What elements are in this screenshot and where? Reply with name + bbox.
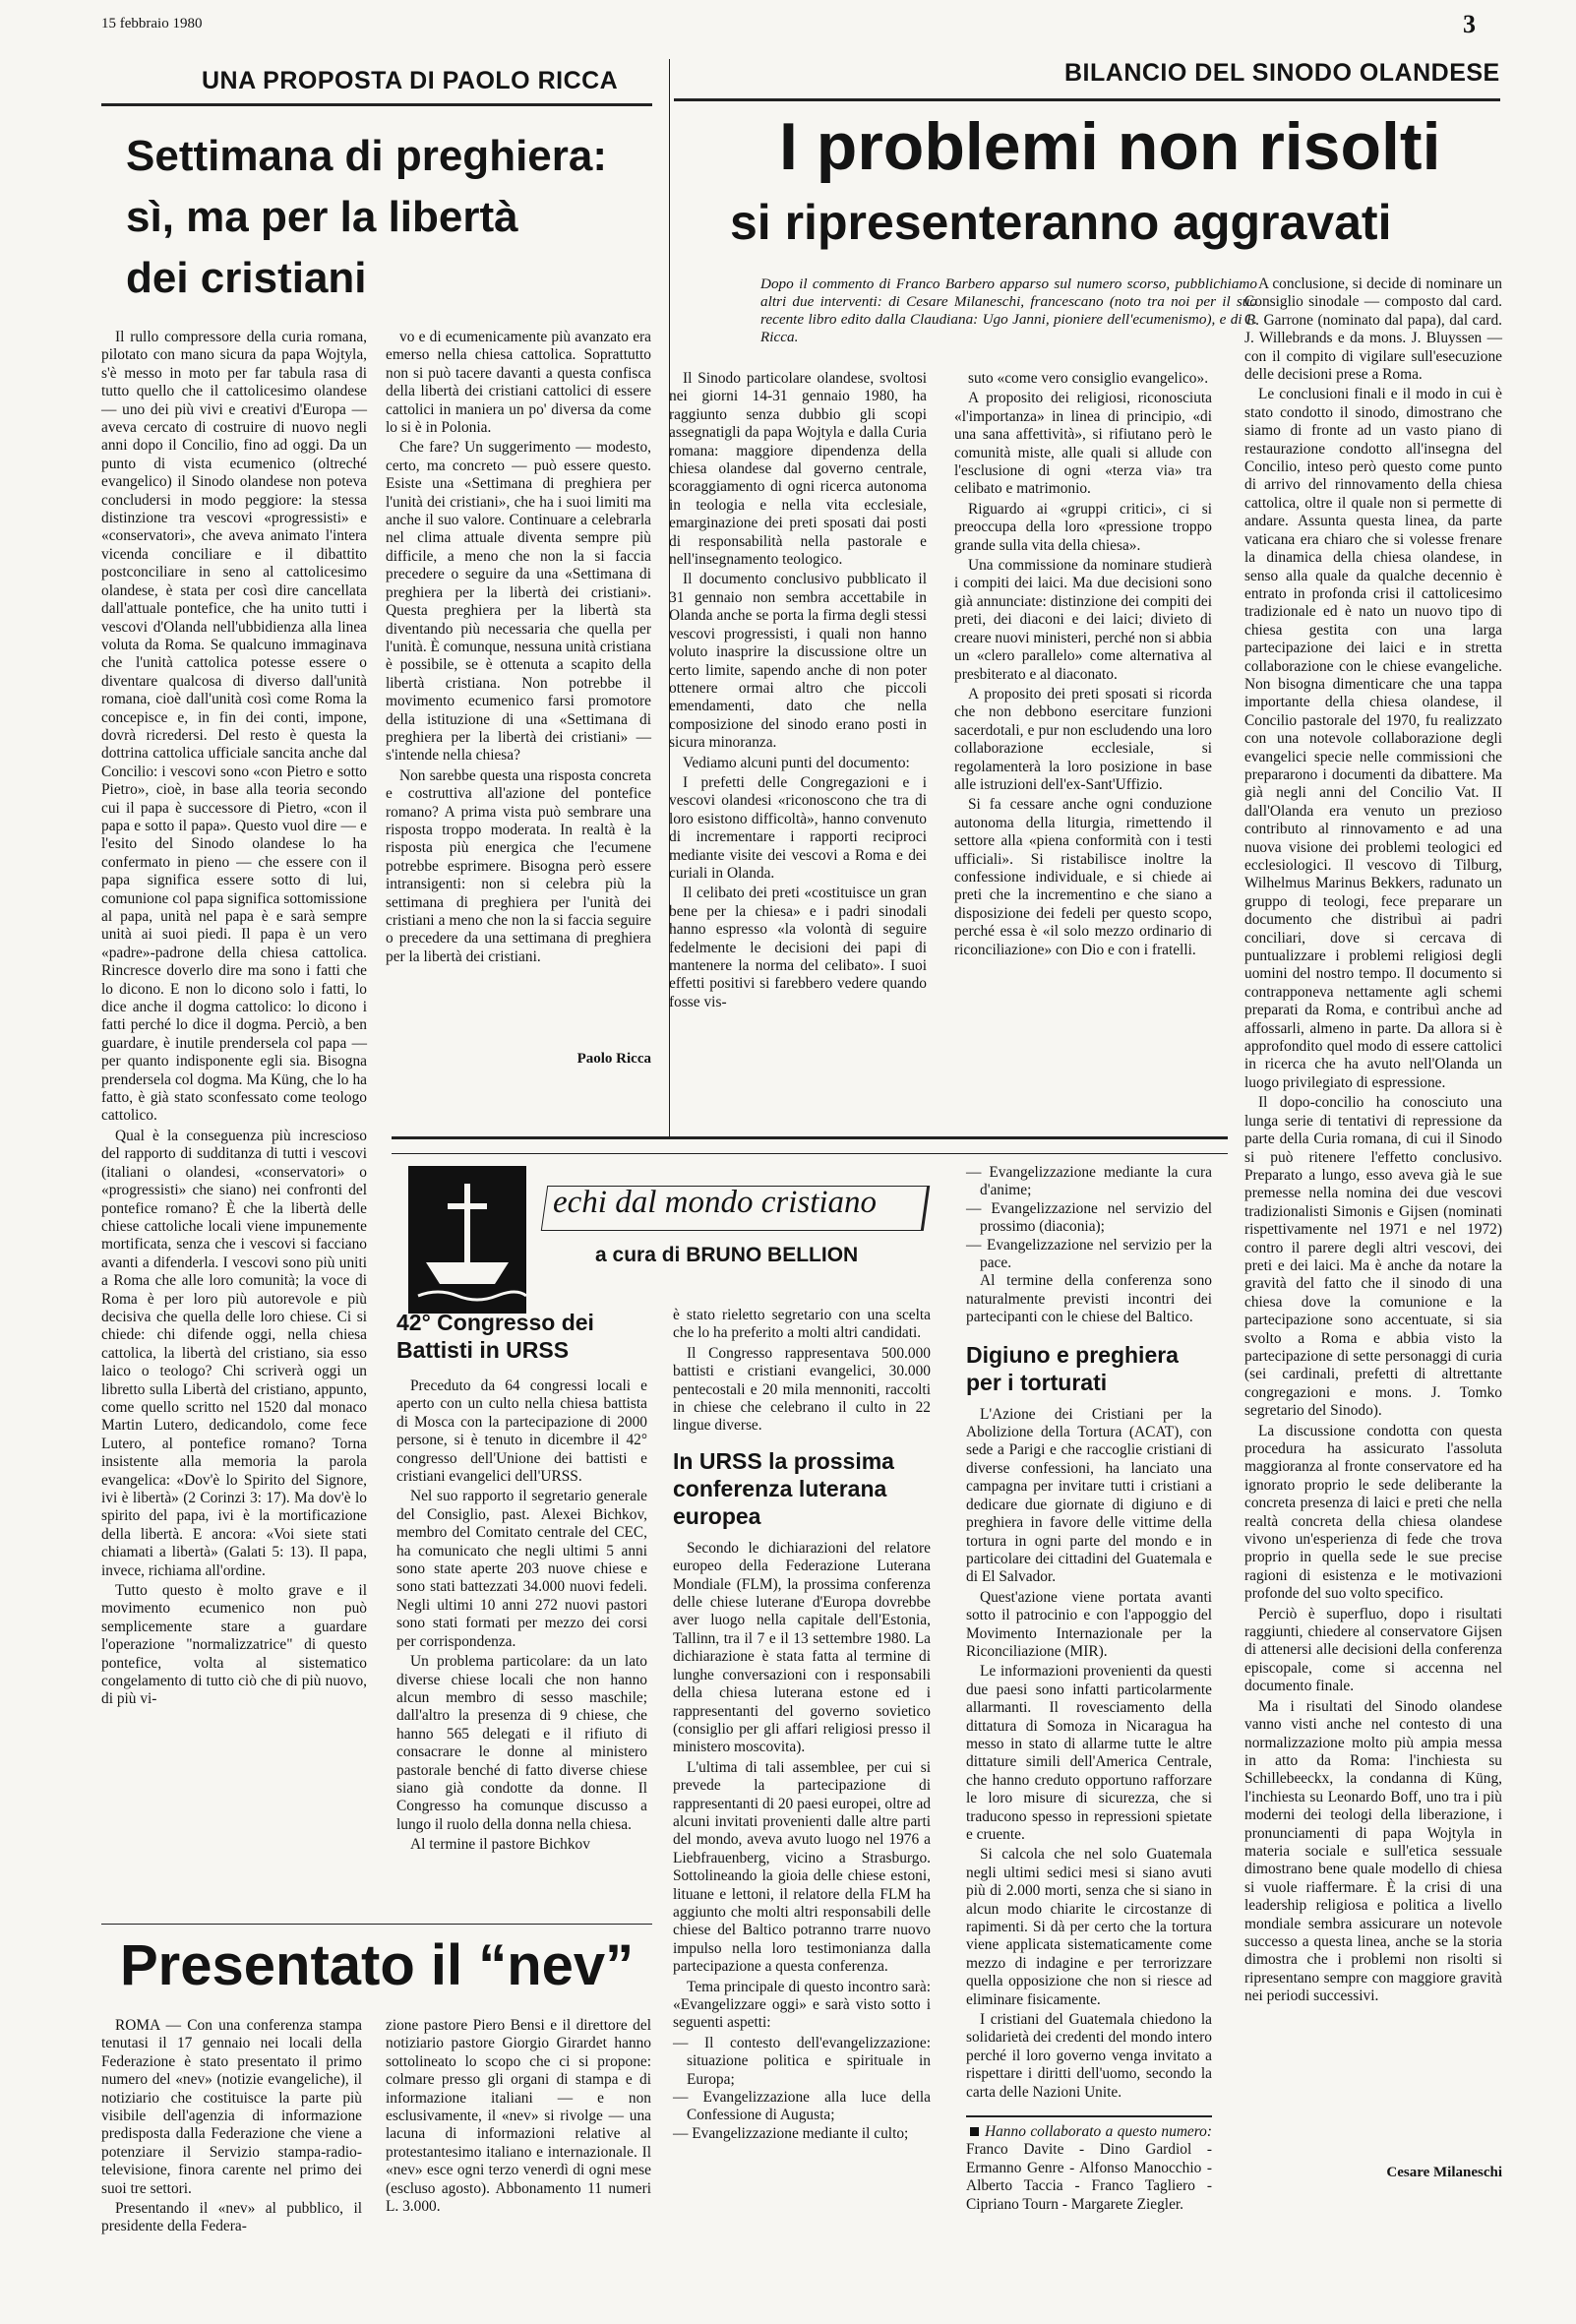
- paragraph: Il dopo-concilio ha conosciuto una lunga serie di tentativi di repressione da parte della Curia romana, di cui il Sinodo si può ritenere l'effetto conclusivo. Preparato a lungo, esso aveva già le sue premesse nella nomina dei due vescovi tradizionalisti Simonis e Gijsen (nominati rispettivamente nel 1971 e nel 1972) contro il parere degli altri vescovi, dei preti e dei laici. Ma è anche da notare la gravità del fatto che il sinodo di una chiesa dove la comunione e la partecipazione sono accentuate, si sia svolto a Roma e abbia visto la partecipazione di sette personaggi di curia (sei cardinali, prefetti di altrettante congregazioni e mons. J. Tomko segretario del Sinodo).: [1244, 1094, 1502, 1420]
- paragraph: zione pastore Piero Bensi e il direttore del notiziario pastore Giorgio Girardet hanno sottolineato lo scopo che ci si propone: colmare presso gli organi di stampa e di informazione italiani — e non esclusivamente, il «nev» si rivolge — una lacuna di informazioni relative al protestantesimo italiano e internazionale. Il «nev» esce ogni terzo venerdì di ogni mese (escluso agosto). Abbonamento 11 numeri L. 3.000.: [386, 2017, 651, 2216]
- paragraph: I prefetti delle Congregazioni e i vescovi olandesi «riconoscono che tra di loro esistono difficoltà», hanno convenuto di incrementare i rapporti reciproci mediante visite dei vescovi a Roma e dei curiali in Olanda.: [669, 773, 927, 882]
- echi-banner-text: echi dal mondo cristiano: [553, 1185, 878, 1220]
- echi-logo: [408, 1166, 526, 1314]
- right-kicker-rule: [674, 98, 1500, 101]
- paragraph: è stato rieletto segretario con una scelta che lo ha preferito a molti altri candidati.: [673, 1307, 931, 1342]
- paragraph: I cristiani del Guatemala chiedono la solidarietà dei credenti del mondo intero perché il loro governo venga invitato a rispettare i diritti dell'uomo, secondo la carta delle Nazioni Unite.: [966, 2011, 1212, 2101]
- paragraph: Il Congresso rappresentava 500.000 battisti e cristiani evangelici, 30.000 pentecostali e 20 mila mennoniti, raccolti in chiese che celebrano il culto in 22 lingue diverse.: [673, 1344, 931, 1435]
- left-column-1: [101, 329, 367, 1708]
- paragraph: Secondo le dichiarazioni del relatore europeo della Federazione Luterana Mondiale (FLM), la prossima conferenza delle chiese luterane d'Europa dovrebbe aver luogo nella capitale dell'Estonia, Tallinn, tra il 7 e il 13 settembre 1980. La dichiarazione è stata fatta al termine di lunghe conversazioni con i responsabili della chiesa luterana estone ed i rappresentanti del governo sovietico (consiglio per gli affari religiosi presso il ministero moscovita).: [673, 1539, 931, 1756]
- paragraph: Il celibato dei preti «costituisce un gran bene per la chiesa» e i padri sinodali hanno espresso «la volontà di seguire fedelmente le decisioni dei papi di mantenere la norma del celibato». I suoi effetti positivi si farebbero vedere quando fosse vis-: [669, 885, 927, 1010]
- paragraph: Non sarebbe questa una risposta concreta e costruttiva all'azione del pontefice romano? A prima vista può sembrare una risposta troppo moderata. In realtà è la risposta più energica che l'ecumene potrebbe esprimere. Bisogna però essere intransigenti: non si celebra più la settimana di preghiera per l'unità dei cristiani a meno che non la si faccia seguire o precedere da una settimana di preghiera per la libertà dei cristiani.: [386, 766, 651, 965]
- right-signature: Cesare Milaneschi: [1386, 2165, 1502, 2180]
- right-column-1: [669, 370, 927, 1157]
- paragraph: Il documento conclusivo pubblicato il 31 gennaio non sembra accettabile in Olanda anche se porta la firma degli stessi vescovi progressisti, i quali non hanno voluto inasprire la discussione oltre un certo limite, sapendo anche di non poter ottenere ormai altro che piccoli emendamenti, dato che nella composizione del sinodo erano posti in sicura minoranza.: [669, 571, 927, 752]
- paragraph: Riguardo ai «gruppi critici», ci si preoccupa della loro «pressione troppo grande sulla vita della chiesa».: [954, 500, 1212, 554]
- paragraph: Al termine della conferenza sono naturalmente previsti incontri dei partecipanti con le chiese del Baltico.: [966, 1272, 1212, 1326]
- battisti-title: 42° Congresso dei Battisti in URSS: [396, 1310, 594, 1363]
- paragraph: Che fare? Un suggerimento — modesto, certo, ma concreto — può essere questo. Esiste una «Settimana di preghiera per l'unità dei cristiani», che ha i suoi limiti ma anche il suo valore. Continuare a celebrarla nel clima attuale diventa sempre più difficile, a meno che non la si faccia precedere o seguire da una «Settimana di preghiera per la libertà dei cristiani». Questa preghiera per la libertà sta diventando più necessaria che quella per l'unità. È comunque, nessuna unità cristiana è possibile, se è ottenuta a scapito della libertà cristiana. Non potrebbe il movimento ecumenico farsi promotore della istituzione di una «Settimana di preghiera per la libertà dei cristiani» — s'intende nella chiesa?: [386, 439, 651, 764]
- torturati-title: Digiuno e preghiera per i torturati: [966, 1341, 1179, 1395]
- luterana-title: In URSS la prossima conferenza luterana europea: [673, 1447, 894, 1529]
- nev-title: Presentato il “nev”: [120, 1933, 635, 1997]
- paragraph: ROMA — Con una conferenza stampa tenutasi il 17 gennaio nei locali della Federazione è stato presentato il primo numero del «nev» (notizie evangeliche), il notiziario che costituisce la parte più visibile dell'agenzia di informazione predisposta dalla Federazione che viene a potenziare il Servizio stampa-radio-televisione, finora carente nel primo dei suoi tre settori.: [101, 2017, 362, 2197]
- list-item: — Evangelizzazione nel servizio del prossimo (diaconia);: [966, 1200, 1212, 1237]
- paragraph: A proposito dei religiosi, riconosciuta «l'importanza» in linea di principio, «di una sana affettività», si rifiutano però le comunità miste, alle quali si allude con l'esclusione di ogni «terza via» tra celibato e matrimonio.: [954, 390, 1212, 498]
- left-column-2: [386, 329, 651, 1042]
- right-column-2: [954, 370, 1212, 1157]
- paragraph: Si calcola che nel solo Guatemala negli ultimi sedici mesi si siano avuti più di 2.000 morti, senza che si siano in alcun modo chiarite le circostanze di rapimenti. Si dà per certo che la tortura viene applicata sistematicamente come mezzo di indagine e per terrorizzare quella opposizione che non si riesce ad eliminare fisicamente.: [966, 1846, 1212, 2008]
- right-kicker: BILANCIO DEL SINODO OLANDESE: [1064, 59, 1500, 87]
- paragraph: Qual è la conseguenza più increscioso del rapporto di sudditanza di tutti i vescovi (italiani o olandesi, «conservatori» o «progressisti» che siano) nei confronti del pontefice romano? È che la libertà delle chiese cattoliche locali viene impunemente mortificata, senza che i vescovi si facciano avanti a difenderla. I vescovi sono più uniti a Roma che alle loro comunità; la voce di Roma è per loro più autorevole e più decisiva che quella delle loro chiese. Ci si chiede: chi difende oggi, nella chiesa cattolica, la libertà del cristiano, sia esso laico o teologo? Chi scriverà oggi un libretto sulla Libertà del cristiano, appunto, come quello scritto nel 1520 dal monaco Martin Lutero, dedicandolo, come fece Lutero, al pontefice romano? Torna insistente alla memoria la parola evangelica: «Dov'è lo Spirito del Signore, ivi è libertà» (2 Corinzi 3: 17). Ma dov'è lo spirito del papa, ivi è la mortificazione della libertà. E ancora: «Voi siete stati chiamati a libertà» (Galati 5: 13). Il papa, invece, richiama all'ordine.: [101, 1127, 367, 1579]
- ship-cross-icon: [408, 1166, 526, 1314]
- paragraph: Nel suo rapporto il segretario generale del Consiglio, past. Alexei Bichkov, membro del Comitato centrale del CEC, ha comunicato che negli ultimi 5 anni sono state aperte 203 nuove chiese e sono stati battezzati 34.000 nuovi fedeli. Negli ultimi 10 anni 272 nuovi pastori sono stati formati per mezzo dei corsi per corrispondenza.: [396, 1488, 647, 1650]
- right-middle-column: [966, 1164, 1212, 2116]
- list-item: — Il contesto dell'evangelizzazione: situazione politica e spirituale in Europa;: [673, 2035, 931, 2089]
- left-kicker: UNA PROPOSTA DI PAOLO RICCA: [202, 67, 619, 94]
- collaborators-rule: [966, 2115, 1212, 2117]
- nev-column-2: [386, 2017, 651, 2218]
- page-number: 3: [1463, 10, 1476, 38]
- right-title-line-1: I problemi non risolti: [779, 109, 1441, 184]
- left-title-line: Settimana di preghiera:: [126, 132, 608, 180]
- paragraph: Quest'azione viene portata avanti sotto il patrocinio e con l'appoggio del Movimento Internazionale per la Riconciliazione (MIR).: [966, 1588, 1212, 1660]
- paragraph: Vediamo alcuni punti del documento:: [683, 754, 910, 771]
- paragraph: Perciò è superfluo, dopo i risultati raggiunti, chiedere al conservatore Gijsen di attenersi alle decisioni della conferenza episcopale, come si accenna nel documento finale.: [1244, 1605, 1502, 1695]
- list-item: — Evangelizzazione alla luce della Confessione di Augusta;: [673, 2089, 931, 2125]
- paragraph: Preceduto da 64 congressi locali e aperto con un culto nella chiesa battista di Mosca con la partecipazione di 2000 persone, si è tenuto in dicembre il 42° congresso dell'Unione dei battisti e cristiani evangelici dell'URSS.: [396, 1377, 647, 1486]
- echi-bottom-rule: [392, 1153, 1228, 1154]
- echi-curator: a cura di BRUNO BELLION: [595, 1244, 859, 1266]
- square-bullet-icon: [970, 2127, 979, 2136]
- paragraph: Al termine il pastore Bichkov: [410, 1836, 590, 1854]
- paragraph: Le conclusioni finali e il modo in cui è stato condotto il sinodo, dimostrano che siamo di fronte ad un vasto piano di restaurazione condotto all'insegna del Concilio, inteso però questo come punto di arrivo del rinnovamento della chiesa cattolica, oltre il quale non si permette di andare. Assunta questa linea, da parte vaticana era chiaro che si volesse frenare la dinamica della chiesa olandese, in senso alla quale da qualche decennio è entrato in profonda crisi il cattolicesimo tradizionale ed è nato un nuovo tipo di chiesa gestita con una larga partecipazione dei laici e in stretta collaborazione con le chiese evangeliche. Non bisogna dimenticare che una tappa importante della chiesa olandese, il Concilio pastorale del 1970, fu realizzato con una notevole collaborazione degli evangelici specie nelle commissioni che prepararono i documenti da dibattere. Ma già negli anni del Concilio Vat. II dall'Olanda era venuto un prezioso contributo al rinnovamento e ad una nuova visione dei problemi teologici ed ecclesiologici. Il vescovo di Tilburg, Wilhelmus Marinus Bekkers, radunato un gruppo di teologi, fece preparare un documento che distribuì ai padri conciliari, dove si cercava di puntualizzare i problemi religiosi degli uomini del nostro tempo. Il documento si contrapponeva nettamente agli schemi preparati da Roma, e contribuì anche ad affossarli, almeno in parte. Da allora si è approfondito quel modo di essere cattolici in ricerca che ha avuto nell'Olanda un luogo privilegiato di espressione.: [1244, 386, 1502, 1091]
- paragraph: Si fa cessare anche ogni conduzione autonoma della liturgia, rimettendo il settore alla «piena conformità con i testi ufficiali». Si ristabilisce inoltre la confessione individuale, e si chiede ai preti che la incrementino e che siano a disposizione dei fedeli per questo scopo, perché essa è «il solo mezzo ordinario di riconciliazione» con Dio e con i fratelli.: [954, 796, 1212, 958]
- paragraph: L'ultima di tali assemblee, per cui si prevede la partecipazione di rappresentanti di 20 paesi europei, oltre ad alcuni invitati provenienti dalle altre parti del mondo, aveva avuto luogo nel 1976 a Liebfrauenberg, vicino a Strasburgo. Sottolineando la gioia delle chiese estoni, lituane e lettoni, il relatore della FLM ha aggiunto che molti altri responsabili delle chiese del Baltico potranno trarre nuovo impulso nella loro testimonianza dalla partecipazione a questa conferenza.: [673, 1758, 931, 1976]
- nev-column-1: [101, 2017, 362, 2238]
- paragraph: Il rullo compressore della curia romana, pilotato con mano sicura da papa Wojtyla, s'è messo in moto per far tabula rasa di tutto quello che il cattolicesimo olandese — uno dei più vivi e creativi d'Europa — aveva cercato di costruire di nuovo negli anni dopo il Concilio, fino ad oggi. Da un punto di vista ecumenico (oltreché evangelico) il Sinodo olandese non poteva concludersi in modo peggiore: la stessa distinzione tra vescovi «progressisti» e «conservatori», che aveva animato l'intera vicenda conciliare e il dibattito postconciliare in seno al cattolicesimo olandese, è stata per così dire cancellata dall'attuale pontefice, che ha unito tutti i vescovi d'Olanda nell'ubbidienza alla linea voluta da Roma. Se qualcuno immaginava che l'unità cattolica potesse essere o diventare qualcosa di diverso dall'unità romana, cioè dall'unità così come Roma la concepisce e, in fin dei conti, impone, dovrà ricredersi. Del resto è questa la dottrina cattolica ufficiale sancita anche dal Concilio: i vescovi sono «con Pietro e sotto Pietro», cioè, in base alla teoria secondo cui il papa è successore di Pietro, «con il papa e sotto il papa». Questo vuol dire — e l'esito del Sinodo olandese lo ha confermato in pieno — che essere con il papa significa essere sotto di lui, comunione col papa significa sottomissione al papa, unità nel papa è e sarà sempre unità ai suoi piedi. Il papa è un vero «padre»-padrone della chiesa cattolica. Rincresce doverlo dire ma sono i fatti che lo dicono. E non lo dicono solo i fatti, lo dice anche il dogma cattolico: lo dicono i fatti perché lo dice il dogma. Perciò, a ben guardare, è inutile prendersela col papa — per quanto indisponente egli sia. Bisogna prendersela col dogma. Ma Küng, che lo ha fatto, è già stato sconfessato come teologo cattolico.: [101, 329, 367, 1125]
- left-title: [126, 126, 657, 309]
- left-title-line: sì, ma per la libertà: [126, 193, 518, 241]
- paragraph: La discussione condotta con questa procedura ha assicurato l'assoluta maggioranza al fronte conservatore ed ha ignorato proprio le sede deliberante la concreta presenza di laici e preti che nella realtà concreta della chiesa olandese vivono un'esperienza di fede che trova proprio in quella sede le sue precise ragioni di esistenza e le motivazioni profonde del suo volto specifico.: [1244, 1422, 1502, 1603]
- left-signature: Paolo Ricca: [576, 1051, 651, 1067]
- middle-column: [673, 1307, 931, 2143]
- right-title-line-2: si ripresenteranno aggravati: [730, 195, 1392, 250]
- paragraph: Una commissione da nominare studierà i compiti dei laici. Ma due decisioni sono già annunciate: distinzione dei compiti dei preti, dei diaconi e dei laici; divieto di creare nuovi ministeri, perché non si abbia un «clero parallelo» come alternativa al presbiterato e al diaconato.: [954, 557, 1212, 683]
- paragraph: Un problema particolare: da un lato diverse chiese locali che non hanno alcun membro di sesso maschile; dall'altro la presenza di 9 chiese, che hanno 565 delegati e il rifiuto di consacrare le donne al ministero pastorale benché di fatto diverse chiese siano già condotte da donne. Il Congresso ha comunque discusso a lungo il ruolo della donna nella chiesa.: [396, 1653, 647, 1833]
- paragraph: Il Sinodo particolare olandese, svoltosi nei giorni 14-31 gennaio 1980, ha raggiunto senza dubbio gli scopi assegnatigli da papa Wojtyla e dalla Curia romana: maggiore dipendenza della chiesa olandese dal governo centrale, scoraggiamento di ogni ricerca autonoma in teologia e nella vita ecclesiale, emarginazione dei preti sposati dai posti di responsabilità nella pastorale e nell'insegnamento teologico.: [669, 370, 927, 569]
- left-title-line: dei cristiani: [126, 254, 367, 302]
- paragraph: A proposito dei preti sposati si ricorda che non debbono esercitare funzioni sacerdotali, e pur non escludendo una loro collaborazione ecclesiale, si regolamenterà la loro posizione in base alle istruzioni dell'ex-Sant'Uffizio.: [954, 685, 1212, 793]
- right-intro: Dopo il commento di Franco Barbero apparso sul numero scorso, pubblichiamo altri due interventi: di Cesare Milaneschi, francescano (noto tra noi per il suo recente libro edito dalla Claudiana: Ugo Janni, pioniere dell'ecumenismo), e di P. Ricca.: [760, 275, 1257, 345]
- right-column-3: [1244, 275, 1502, 2140]
- paragraph: suto «come vero consiglio evangelico».: [968, 370, 1209, 387]
- list-item: — Evangelizzazione mediante il culto;: [673, 2125, 931, 2143]
- paragraph: Le informazioni provenienti da questi due paesi sono infatti particolarmente allarmanti. Il rovesciamento della dittatura di Somoza in Nicaragua ha messo in stato di allarme tutte le altre dittature simili dell'America Centrale, che hanno creduto opportuno rafforzare le loro misure di sicurezza, che si traducono spesso in repressioni spietate e cruente.: [966, 1663, 1212, 1843]
- paragraph: Tutto questo è molto grave e il movimento ecumenico non può semplicemente stare a guardare l'operazione "normalizzatrice" di questo pontefice, volta al sistematico congelamento di tutto ciò che di più nuovo, di più vi-: [101, 1582, 367, 1708]
- left-kicker-rule: [101, 103, 652, 106]
- paragraph: L'Azione dei Cristiani per la Abolizione della Tortura (ACAT), con sede a Parigi e che raccoglie cristiani di diverse confessioni, ha lanciato una campagna per invitare tutti i cristiani a dedicare due giornate di digiuno e di preghiera in favore delle vittime della tortura in ogni parte del mondo e in particolare dei cittadini del Guatemala e di El Salvador.: [966, 1405, 1212, 1586]
- list-item: — Evangelizzazione mediante la cura d'anime;: [966, 1164, 1212, 1200]
- collaborators-names: Franco Davite - Dino Gardiol - Ermanno Genre - Alfonso Manocchio - Alberto Taccia - Franco Tagliero - Cipriano Tourn - Margarete Ziegler.: [966, 2141, 1212, 2213]
- paragraph: Ma i risultati del Sinodo olandese vanno visti anche nel contesto di una normalizzazione molto più ampia messa in atto da Roma: l'inchiesta su Schillebeeckx, la condanna di Küng, l'inchiesta su Leonardo Boff, uno tra i più moderni dei teologi della liberazione, i pronunciamenti di papa Wojtyla in materia sociale e sull'etica sessuale dimostrano bene quale modello di chiesa si vuole riaffermare. È la crisi di una leadership religiosa e politica a livello mondiale sembra assicurare un notevole successo a questa linea, anche se la storia dimostra che i problemi non risolti si ripresentano sempre con maggiore gravità nei periodi successivi.: [1244, 1697, 1502, 2005]
- collaborators-box: [966, 2123, 1212, 2214]
- paragraph: Tema principale di questo incontro sarà: «Evangelizzare oggi» e sarà visto sotto i seguenti aspetti:: [673, 1978, 931, 2032]
- page-date: 15 febbraio 1980: [101, 16, 203, 31]
- echi-top-rule: [392, 1136, 1228, 1139]
- paragraph: Presentando il «nev» al pubblico, il presidente della Federa-: [101, 2200, 362, 2235]
- paragraph: vo e di ecumenicamente più avanzato era emerso nella chiesa cattolica. Soprattutto non si può tacere davanti a questa confisca della libertà dei cristiani cattolici di essere cattolici in maniera un po' diversa da come lo si è in Polonia.: [386, 329, 651, 437]
- collaborators-label: Hanno collaborato a questo numero:: [985, 2123, 1212, 2140]
- nev-top-rule: [101, 1924, 652, 1925]
- list-item: — Evangelizzazione nel servizio per la pace.: [966, 1237, 1212, 1273]
- paragraph: A conclusione, si decide di nominare un Consiglio sinodale — composto dal card. G. Garrone (nominato dal papa), dal card. J. Willebrands e da mons. J. Bluyssen — con il compito di vigilare sull'esecuzione delle decisioni prese a Roma.: [1244, 275, 1502, 384]
